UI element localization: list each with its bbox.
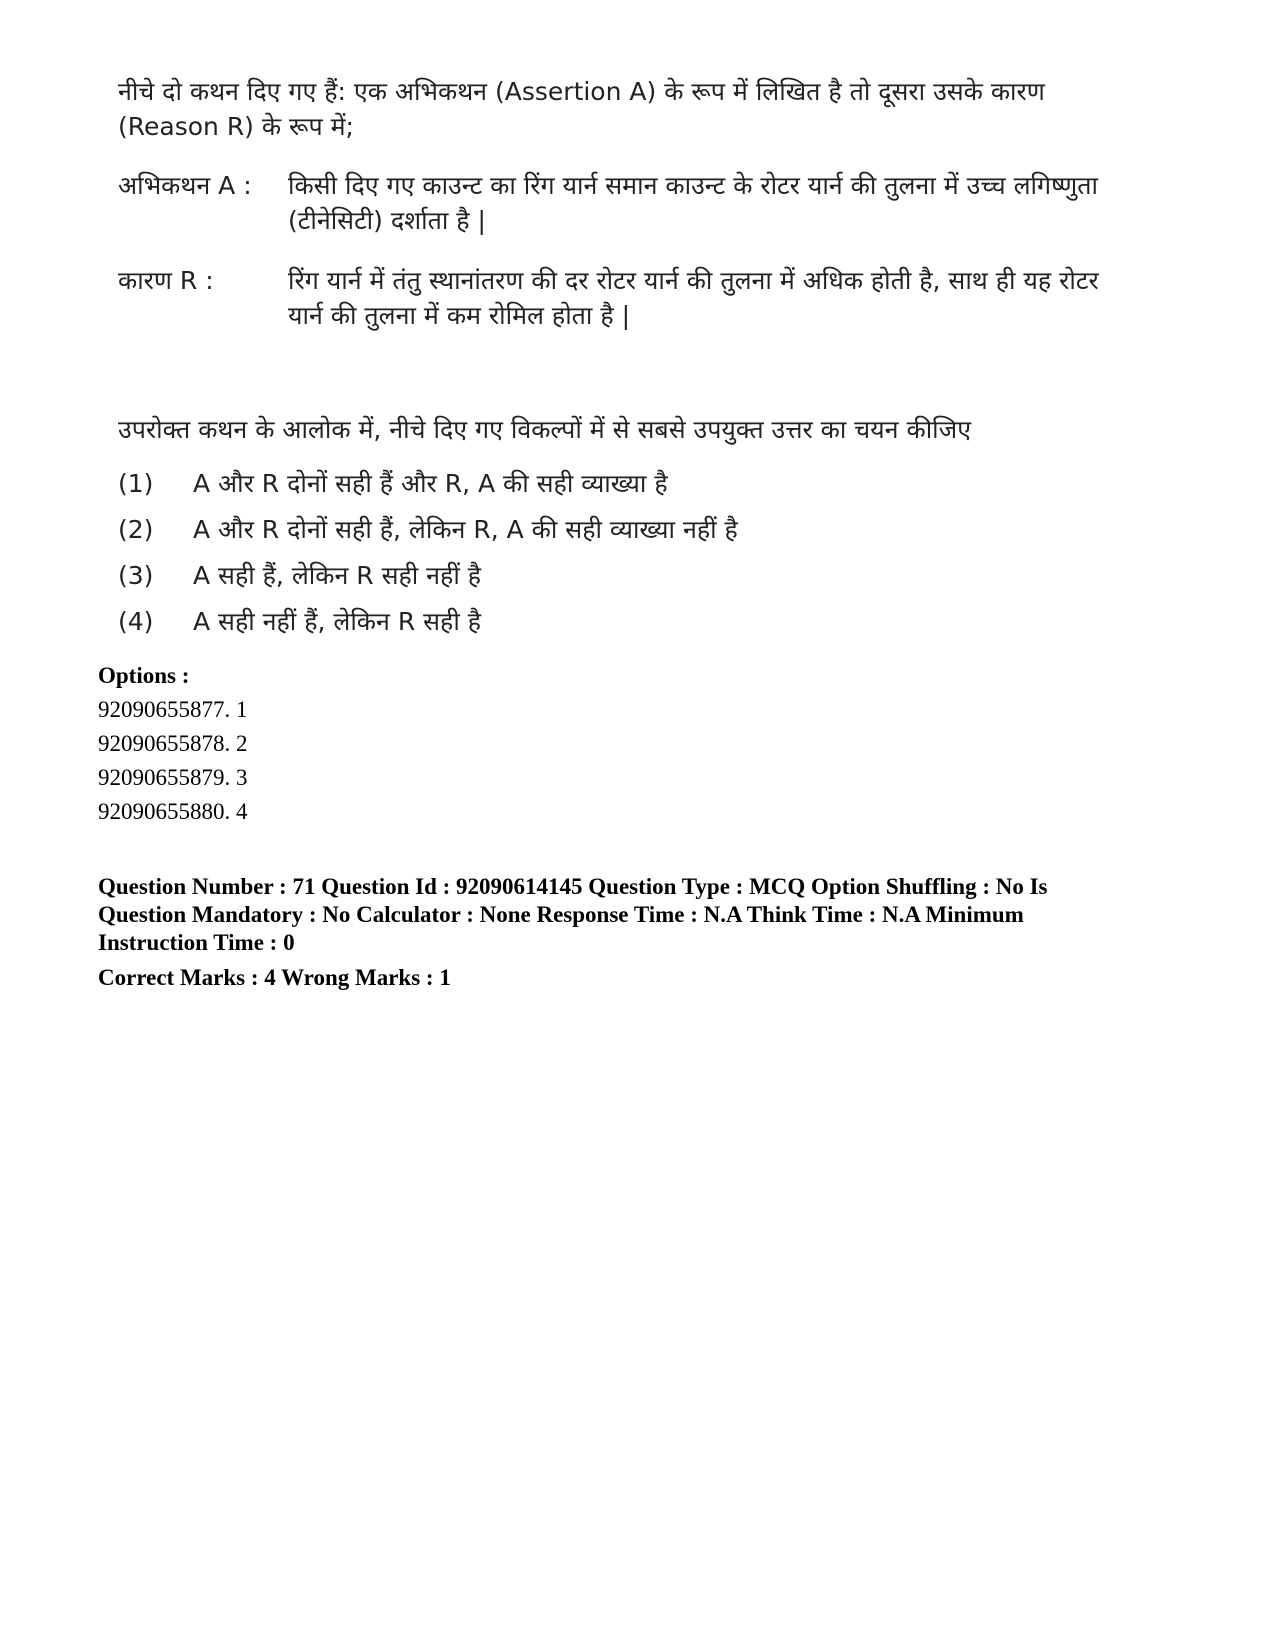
reason-label: कारण R : <box>118 266 214 295</box>
choice-number: (1) <box>118 469 154 498</box>
choice-item <box>118 512 1118 547</box>
choice-item <box>118 466 1118 501</box>
choice-text: A सही नहीं हैं, लेकिन R सही है <box>193 607 482 636</box>
question-intro: नीचे दो कथन दिए गए हैं: एक अभिकथन (Assertion A) के रूप में लिखित है तो दूसरा उसके कारण (Reason R) के रूप में; <box>118 77 1045 141</box>
option-id-line: 92090655880. 4 <box>98 799 248 824</box>
reason-text: रिंग यार्न में तंतु स्थानांतरण की दर रोटर यार्न की तुलना में अधिक होती है, साथ ही यह रोटर यार्न की तुलना में कम रोमिल होता है | <box>288 266 1099 330</box>
question-meta: Question Number : 71 Question Id : 92090614145 Question Type : MCQ Option Shuffling : No Is Question Mandatory : No Calculator : None Response Time : N.A Think Time : N.A Minimum Instruction Time : 0 <box>98 874 1048 955</box>
assertion-label: अभिकथन A : <box>118 171 252 200</box>
question-instruction: उपरोक्त कथन के आलोक में, नीचे दिए गए विकल्पों में से सबसे उपयुक्त उत्तर का चयन कीजिए <box>118 415 972 444</box>
choice-text: A और R दोनों सही हैं, लेकिन R, A की सही व्याख्या नहीं है <box>193 515 738 544</box>
choice-item <box>118 558 1118 593</box>
choice-text: A और R दोनों सही हैं और R, A की सही व्याख्या है <box>193 469 668 498</box>
choice-number: (2) <box>118 515 154 544</box>
question-marks: Correct Marks : 4 Wrong Marks : 1 <box>98 965 451 990</box>
option-id-line: 92090655879. 3 <box>98 765 248 790</box>
assertion-text: किसी दिए गए काउन्ट का रिंग यार्न समान काउन्ट के रोटर यार्न की तुलना में उच्च लगिष्णुता (टीनेसिटी) दर्शाता है | <box>288 171 1098 235</box>
choice-text: A सही हैं, लेकिन R सही नहीं है <box>193 561 482 590</box>
choice-item <box>118 604 1118 639</box>
choice-number: (3) <box>118 561 154 590</box>
option-id-line: 92090655878. 2 <box>98 731 248 756</box>
options-heading: Options : <box>98 663 190 688</box>
choice-number: (4) <box>118 607 154 636</box>
option-id-line: 92090655877. 1 <box>98 697 248 722</box>
